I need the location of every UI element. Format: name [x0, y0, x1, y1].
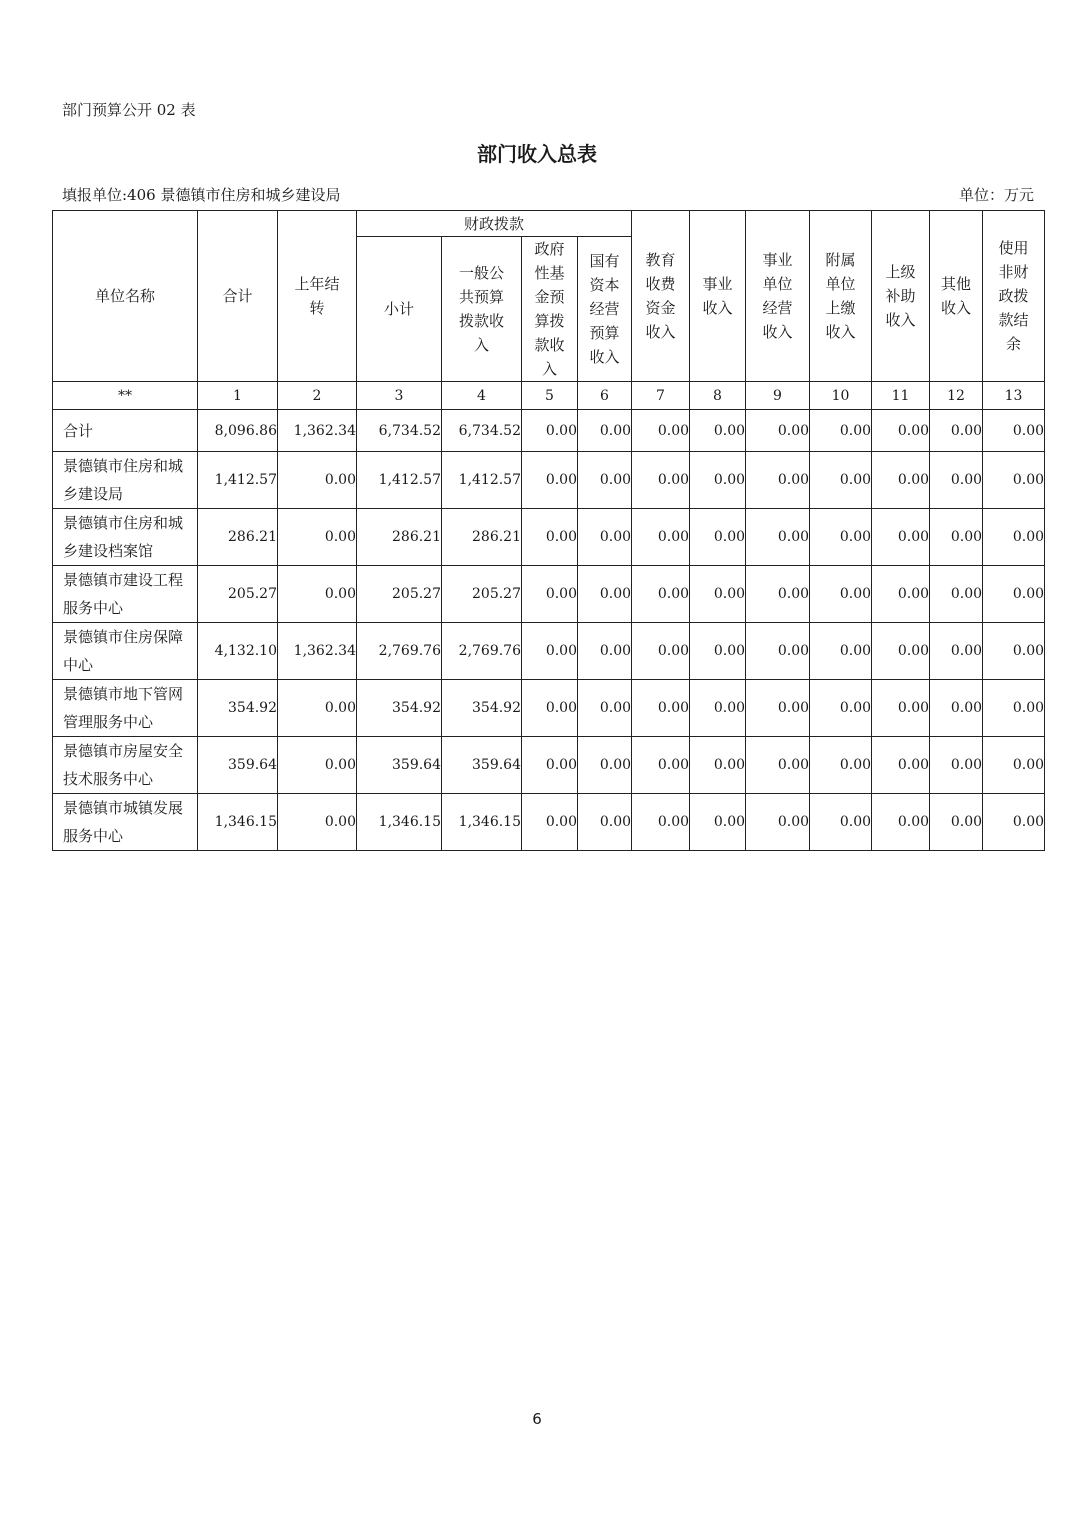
value-cell: 286.21 [198, 509, 278, 566]
value-cell: 0.00 [872, 410, 930, 452]
value-cell: 0.00 [632, 452, 690, 509]
column-number-cell: 10 [810, 382, 872, 410]
header-gov-fund: 政府性基金预算拨款收入 [522, 237, 578, 382]
value-cell: 0.00 [632, 737, 690, 794]
value-cell: 1,412.57 [442, 452, 522, 509]
value-cell: 0.00 [810, 737, 872, 794]
document-label: 部门预算公开 02 表 [62, 101, 196, 119]
value-cell: 0.00 [872, 794, 930, 851]
value-cell: 0.00 [632, 794, 690, 851]
value-cell: 0.00 [746, 737, 810, 794]
value-cell: 0.00 [690, 680, 746, 737]
table-row [53, 623, 1045, 680]
value-cell: 0.00 [983, 410, 1045, 452]
column-number-cell: 7 [632, 382, 690, 410]
value-cell: 0.00 [632, 410, 690, 452]
value-cell: 0.00 [930, 566, 983, 623]
value-cell: 0.00 [690, 737, 746, 794]
value-cell: 0.00 [690, 623, 746, 680]
column-number-cell: ** [53, 382, 198, 410]
unit-name-cell: 景德镇市地下管网管理服务中心 [53, 680, 198, 737]
value-cell: 0.00 [983, 794, 1045, 851]
value-cell: 1,346.15 [357, 794, 442, 851]
value-cell: 0.00 [690, 509, 746, 566]
value-cell: 0.00 [746, 794, 810, 851]
value-cell: 0.00 [522, 737, 578, 794]
column-number-cell: 9 [746, 382, 810, 410]
value-cell: 0.00 [522, 566, 578, 623]
value-cell: 2,769.76 [442, 623, 522, 680]
value-cell: 286.21 [357, 509, 442, 566]
column-number-row [53, 382, 1045, 410]
header-general: 一般公共预算拨款收入 [442, 237, 522, 382]
value-cell: 1,362.34 [278, 623, 357, 680]
unit-name-cell: 合计 [53, 410, 198, 452]
column-number-cell: 1 [198, 382, 278, 410]
value-cell: 0.00 [983, 509, 1045, 566]
table-row [53, 410, 1045, 452]
value-cell: 0.00 [930, 737, 983, 794]
header-business: 事业收入 [690, 211, 746, 382]
value-cell: 0.00 [632, 623, 690, 680]
value-cell: 0.00 [578, 509, 632, 566]
income-summary-table [52, 210, 1045, 851]
column-number-cell: 12 [930, 382, 983, 410]
value-cell: 359.64 [357, 737, 442, 794]
value-cell: 1,346.15 [442, 794, 522, 851]
value-cell: 0.00 [278, 452, 357, 509]
value-cell: 0.00 [578, 680, 632, 737]
column-number-cell: 8 [690, 382, 746, 410]
fill-unit-label: 填报单位:406 景德镇市住房和城乡建设局 [62, 186, 341, 204]
value-cell: 0.00 [522, 680, 578, 737]
value-cell: 0.00 [810, 410, 872, 452]
value-cell: 0.00 [690, 794, 746, 851]
column-number-cell: 2 [278, 382, 357, 410]
value-cell: 0.00 [578, 794, 632, 851]
header-nonfiscal-balance: 使用非财政拨款结余 [983, 211, 1045, 382]
header-education: 教育收费资金收入 [632, 211, 690, 382]
unit-name-cell: 景德镇市房屋安全技术服务中心 [53, 737, 198, 794]
value-cell: 0.00 [578, 737, 632, 794]
value-cell: 0.00 [983, 737, 1045, 794]
value-cell: 0.00 [632, 566, 690, 623]
value-cell: 0.00 [522, 410, 578, 452]
value-cell: 6,734.52 [357, 410, 442, 452]
value-cell: 0.00 [578, 566, 632, 623]
value-cell: 354.92 [198, 680, 278, 737]
value-cell: 1,412.57 [198, 452, 278, 509]
value-cell: 0.00 [278, 680, 357, 737]
value-cell: 0.00 [810, 566, 872, 623]
value-cell: 0.00 [746, 509, 810, 566]
value-cell: 0.00 [278, 566, 357, 623]
header-fiscal: 财政拨款 [357, 211, 632, 237]
column-number-cell: 11 [872, 382, 930, 410]
value-cell: 205.27 [357, 566, 442, 623]
table-row [53, 509, 1045, 566]
header-superior: 上级补助收入 [872, 211, 930, 382]
value-cell: 0.00 [746, 680, 810, 737]
value-cell: 0.00 [930, 452, 983, 509]
header-subtotal: 小计 [357, 237, 442, 382]
value-cell: 0.00 [983, 680, 1045, 737]
value-cell: 0.00 [278, 737, 357, 794]
value-cell: 0.00 [872, 509, 930, 566]
value-cell: 0.00 [578, 452, 632, 509]
value-cell: 0.00 [810, 452, 872, 509]
value-cell: 0.00 [930, 509, 983, 566]
value-cell: 359.64 [198, 737, 278, 794]
value-cell: 0.00 [872, 623, 930, 680]
value-cell: 0.00 [632, 680, 690, 737]
value-cell: 286.21 [442, 509, 522, 566]
header-affiliated: 附属单位上缴收入 [810, 211, 872, 382]
column-number-cell: 5 [522, 382, 578, 410]
value-cell: 359.64 [442, 737, 522, 794]
unit-name-cell: 景德镇市住房和城乡建设局 [53, 452, 198, 509]
value-cell: 0.00 [930, 410, 983, 452]
column-number-cell: 13 [983, 382, 1045, 410]
value-cell: 0.00 [746, 452, 810, 509]
value-cell: 0.00 [930, 680, 983, 737]
column-number-cell: 6 [578, 382, 632, 410]
value-cell: 0.00 [278, 509, 357, 566]
value-cell: 205.27 [442, 566, 522, 623]
value-cell: 0.00 [522, 794, 578, 851]
value-cell: 205.27 [198, 566, 278, 623]
value-cell: 354.92 [442, 680, 522, 737]
value-cell: 1,412.57 [357, 452, 442, 509]
unit-name-cell: 景德镇市住房保障中心 [53, 623, 198, 680]
table-row [53, 737, 1045, 794]
value-cell: 0.00 [810, 680, 872, 737]
unit-name-cell: 景德镇市建设工程服务中心 [53, 566, 198, 623]
value-cell: 0.00 [872, 452, 930, 509]
header-carryover: 上年结转 [278, 211, 357, 382]
value-cell: 1,362.34 [278, 410, 357, 452]
value-cell: 0.00 [983, 623, 1045, 680]
value-cell: 8,096.86 [198, 410, 278, 452]
value-cell: 0.00 [578, 410, 632, 452]
value-cell: 0.00 [810, 623, 872, 680]
value-cell: 0.00 [522, 623, 578, 680]
value-cell: 0.00 [810, 794, 872, 851]
value-cell: 0.00 [746, 410, 810, 452]
value-cell: 0.00 [930, 623, 983, 680]
unit-label: 单位：万元 [958, 186, 1034, 204]
header-total: 合计 [198, 211, 278, 382]
value-cell: 0.00 [983, 566, 1045, 623]
value-cell: 6,734.52 [442, 410, 522, 452]
value-cell: 0.00 [690, 410, 746, 452]
value-cell: 2,769.76 [357, 623, 442, 680]
value-cell: 354.92 [357, 680, 442, 737]
unit-name-cell: 景德镇市住房和城乡建设档案馆 [53, 509, 198, 566]
value-cell: 1,346.15 [198, 794, 278, 851]
table-row [53, 566, 1045, 623]
value-cell: 0.00 [872, 680, 930, 737]
value-cell: 0.00 [746, 566, 810, 623]
value-cell: 0.00 [872, 737, 930, 794]
value-cell: 4,132.10 [198, 623, 278, 680]
value-cell: 0.00 [983, 452, 1045, 509]
header-state-capital: 国有资本经营预算收入 [578, 237, 632, 382]
header-business-unit: 事业单位经营收入 [746, 211, 810, 382]
value-cell: 0.00 [522, 509, 578, 566]
column-number-cell: 4 [442, 382, 522, 410]
page-title: 部门收入总表 [477, 142, 597, 166]
value-cell: 0.00 [930, 794, 983, 851]
header-unit-name: 单位名称 [53, 211, 198, 382]
value-cell: 0.00 [278, 794, 357, 851]
table-row [53, 794, 1045, 851]
value-cell: 0.00 [522, 452, 578, 509]
table-row [53, 680, 1045, 737]
value-cell: 0.00 [690, 452, 746, 509]
unit-name-cell: 景德镇市城镇发展服务中心 [53, 794, 198, 851]
value-cell: 0.00 [810, 509, 872, 566]
table-row [53, 452, 1045, 509]
header-other: 其他收入 [930, 211, 983, 382]
value-cell: 0.00 [872, 566, 930, 623]
value-cell: 0.00 [746, 623, 810, 680]
column-number-cell: 3 [357, 382, 442, 410]
page-number: 6 [532, 1410, 542, 1428]
value-cell: 0.00 [578, 623, 632, 680]
value-cell: 0.00 [690, 566, 746, 623]
value-cell: 0.00 [632, 509, 690, 566]
